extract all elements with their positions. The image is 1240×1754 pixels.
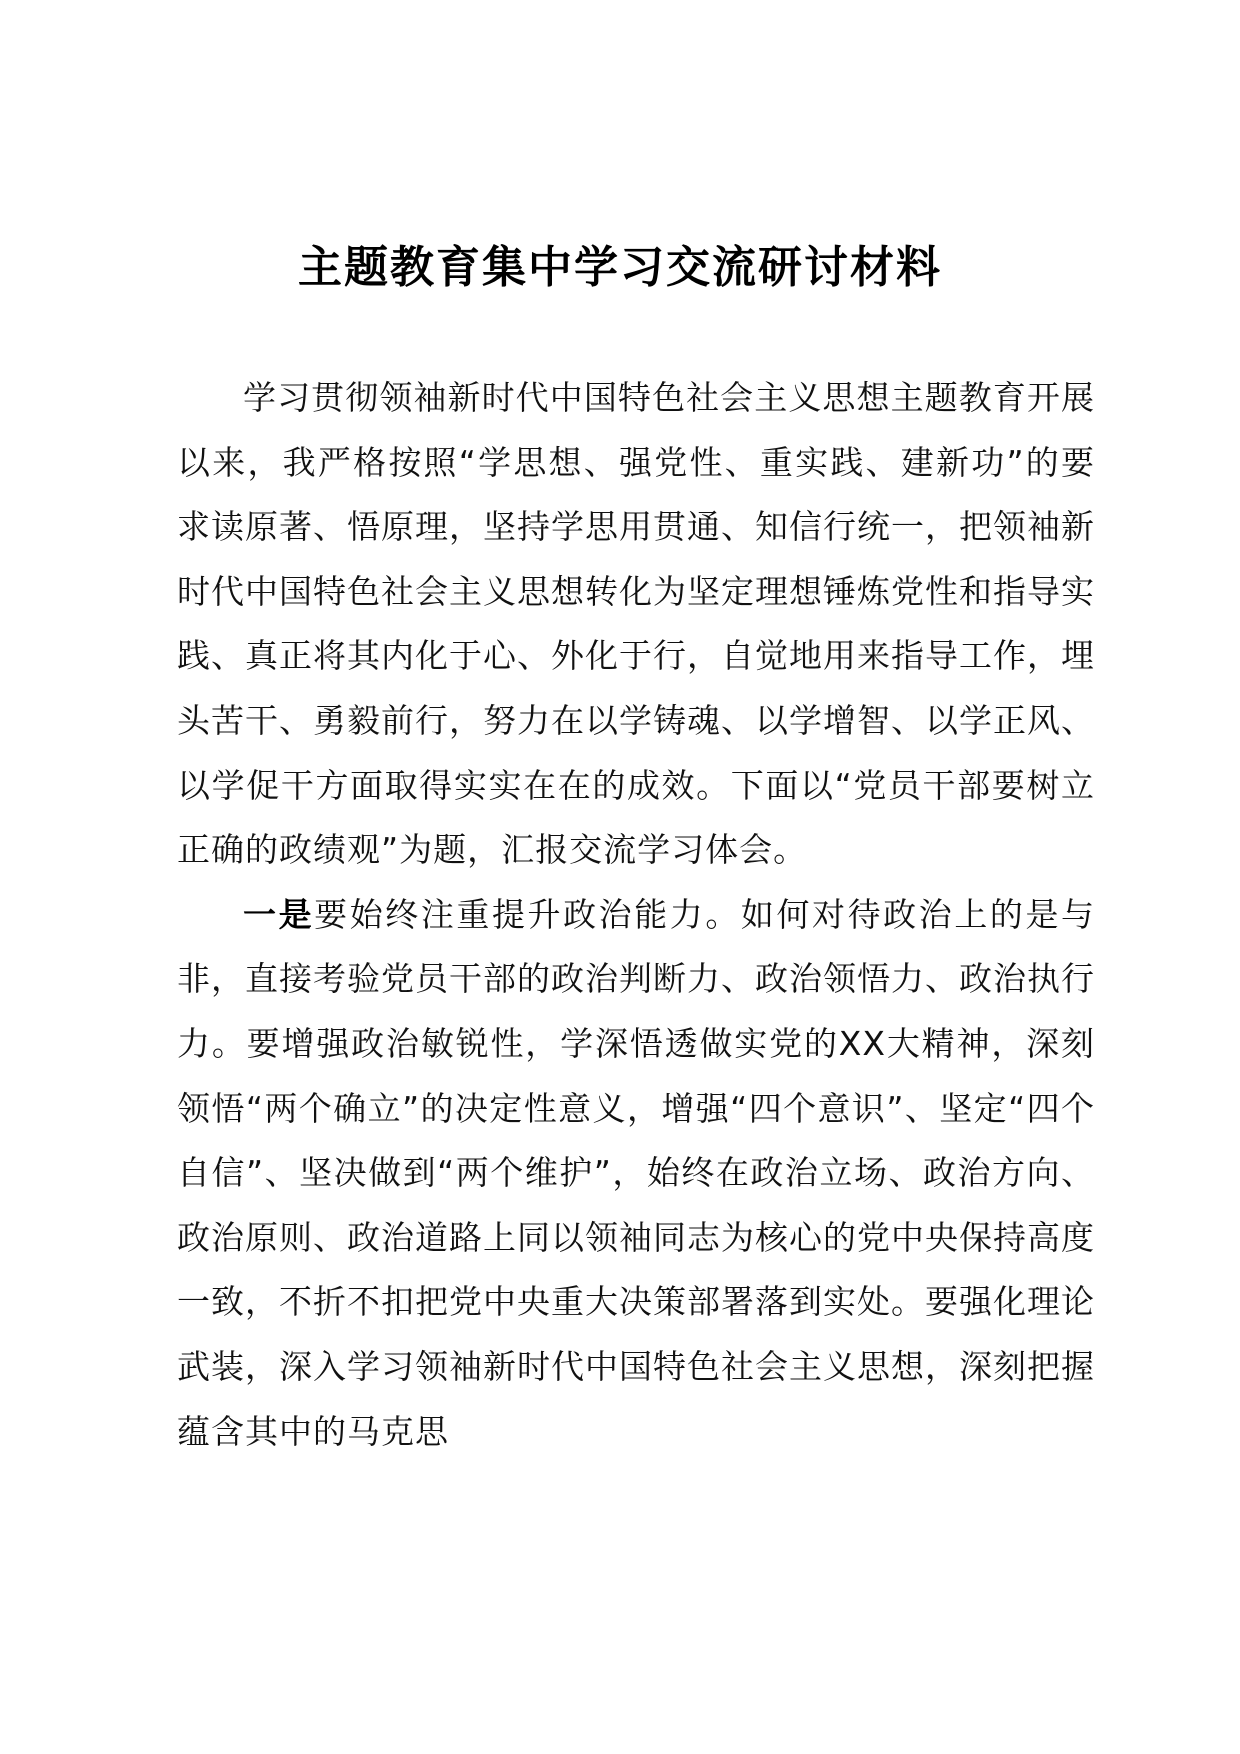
paragraph-intro (177, 366, 1095, 883)
paragraph-text: 学习贯彻领袖新时代中国特色社会主义思想主题教育开展以来，我严格按照“学思想、强党性、重实践、建新功”的要求读原著、悟原理，坚持学思用贯通、知信行统一，把领袖新时代中国特色社会主义思想转化为坚定理想锤炼党性和指导实践、真正将其内化于心、外化于行，自觉地用来指导工作，埋头苦干、勇毅前行，努力在以学铸魂、以学增智、以学正风、以学促干方面取得实实在在的成效。下面以“党员干部要树立正确的政绩观”为题，汇报交流学习体会。 (177, 378, 1095, 870)
paragraph-lead: 一是 (243, 894, 315, 934)
document-title: 主题教育集中学习交流研讨材料 (298, 242, 942, 293)
paragraph-point-one (177, 883, 1095, 1464)
document-body (177, 366, 1095, 1464)
paragraph-text: 要始终注重提升政治能力。如何对待政治上的是与非，直接考验党员干部的政治判断力、政治领悟力、政治执行力。要增强政治敏锐性，学深悟透做实党的XX大精神，深刻领悟“两个确立”的决定性意义，增强“四个意识”、坚定“四个自信”、坚决做到“两个维护”，始终在政治立场、政治方向、政治原则、政治道路上同以领袖同志为核心的党中央保持高度一致，不折不扣把党中央重大决策部署落到实处。要强化理论武装，深入学习领袖新时代中国特色社会主义思想，深刻把握蕴含其中的马克思 (177, 894, 1096, 1451)
